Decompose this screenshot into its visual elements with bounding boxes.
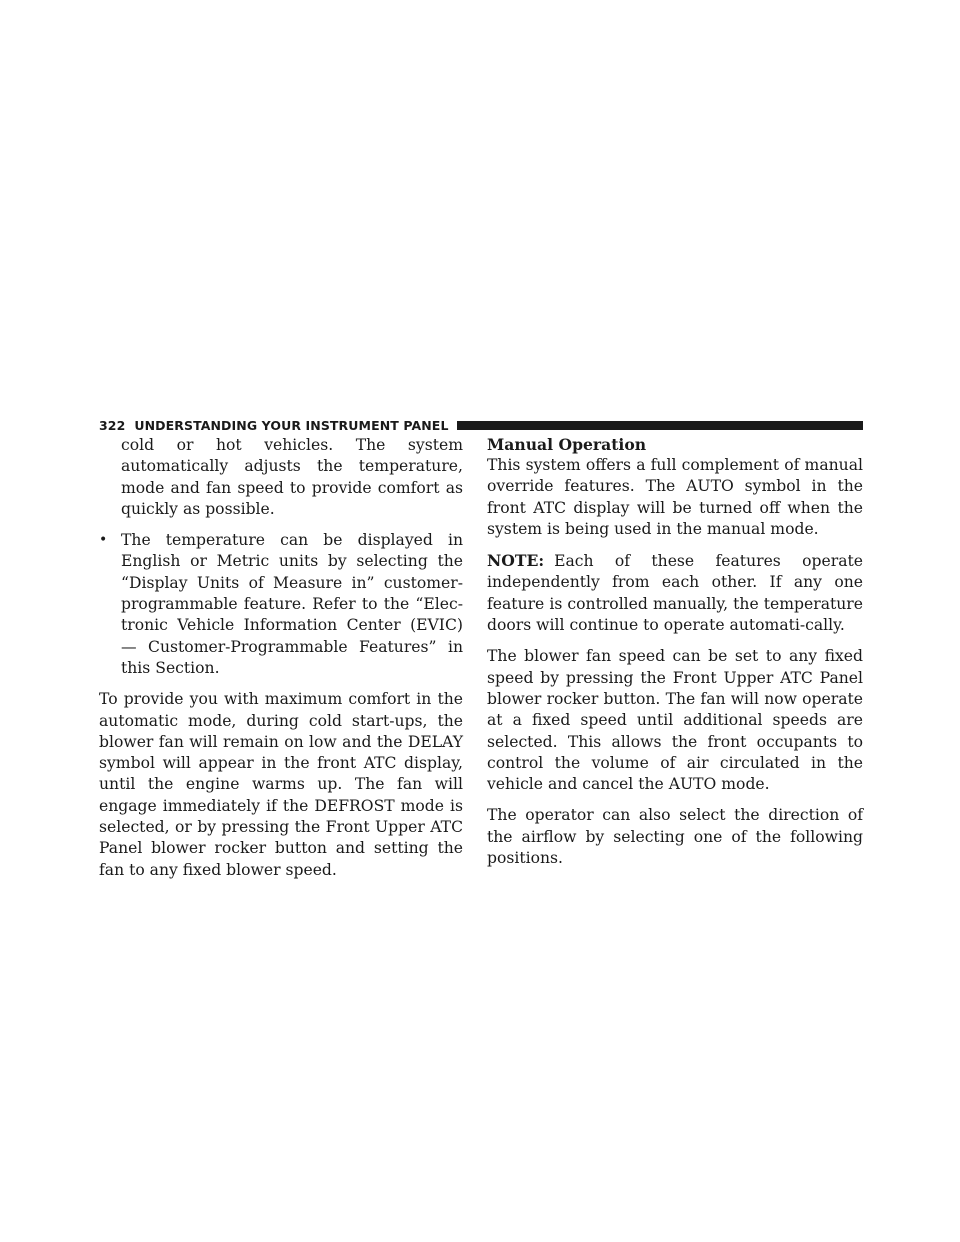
page-number: 322 <box>99 417 126 433</box>
left-column <box>99 435 463 891</box>
continued-bullet-text: cold or hot vehicles. The system automatically adjusts the temperature, mode and fan speed to provide comfort as quickly as possible. <box>121 436 463 518</box>
note-label: NOTE: <box>487 551 545 571</box>
page-header-text <box>99 418 457 433</box>
bullet-text: The temperature can be displayed in English or Metric units by selecting the “Display Units of Measure in” customer-programmable feature. Refer to the “Elec-tronic Vehicle Information Center (EVIC) — Customer-Programmable Features” in this Section. <box>121 531 463 677</box>
section-title: UNDERSTANDING YOUR INSTRUMENT PANEL <box>134 417 449 433</box>
section-heading: Manual Operation <box>487 435 647 454</box>
bullet-item <box>99 530 463 679</box>
note-paragraph <box>487 550 863 636</box>
body-paragraph-1: This system offers a full complement of manual override features. The AUTO symbol in the front ATC display will be turned off when the system is being used in the manual mode. <box>487 456 863 538</box>
body-paragraph-2: The blower fan speed can be set to any fixed speed by pressing the Front Upper ATC Panel blower rocker button. The fan will now operate at a fixed speed until additional speeds are selected. This allows the front occupants to control the volume of air circulated in the vehicle and cancel the AUTO mode. <box>487 647 863 794</box>
body-paragraph-3: The operator can also select the direction of the airflow by selecting one of the following positions. <box>487 806 863 868</box>
page-header <box>99 418 863 432</box>
right-column <box>487 435 863 879</box>
bullet-icon: • <box>99 532 108 549</box>
body-paragraph: To provide you with maximum comfort in the automatic mode, during cold start-ups, the blower fan will remain on low and the DELAY symbol will appear in the front ATC display, until the engine warms up. The fan will engage immediately if the DEFROST mode is selected, or by pressing the Front Upper ATC Panel blower rocker button and setting the fan to any fixed blower speed. <box>99 690 463 879</box>
note-text: Each of these features operate independently from each other. If any one feature is controlled manually, the temperature doors will continue to operate automati-cally. <box>487 552 863 635</box>
header-rule <box>457 421 863 430</box>
